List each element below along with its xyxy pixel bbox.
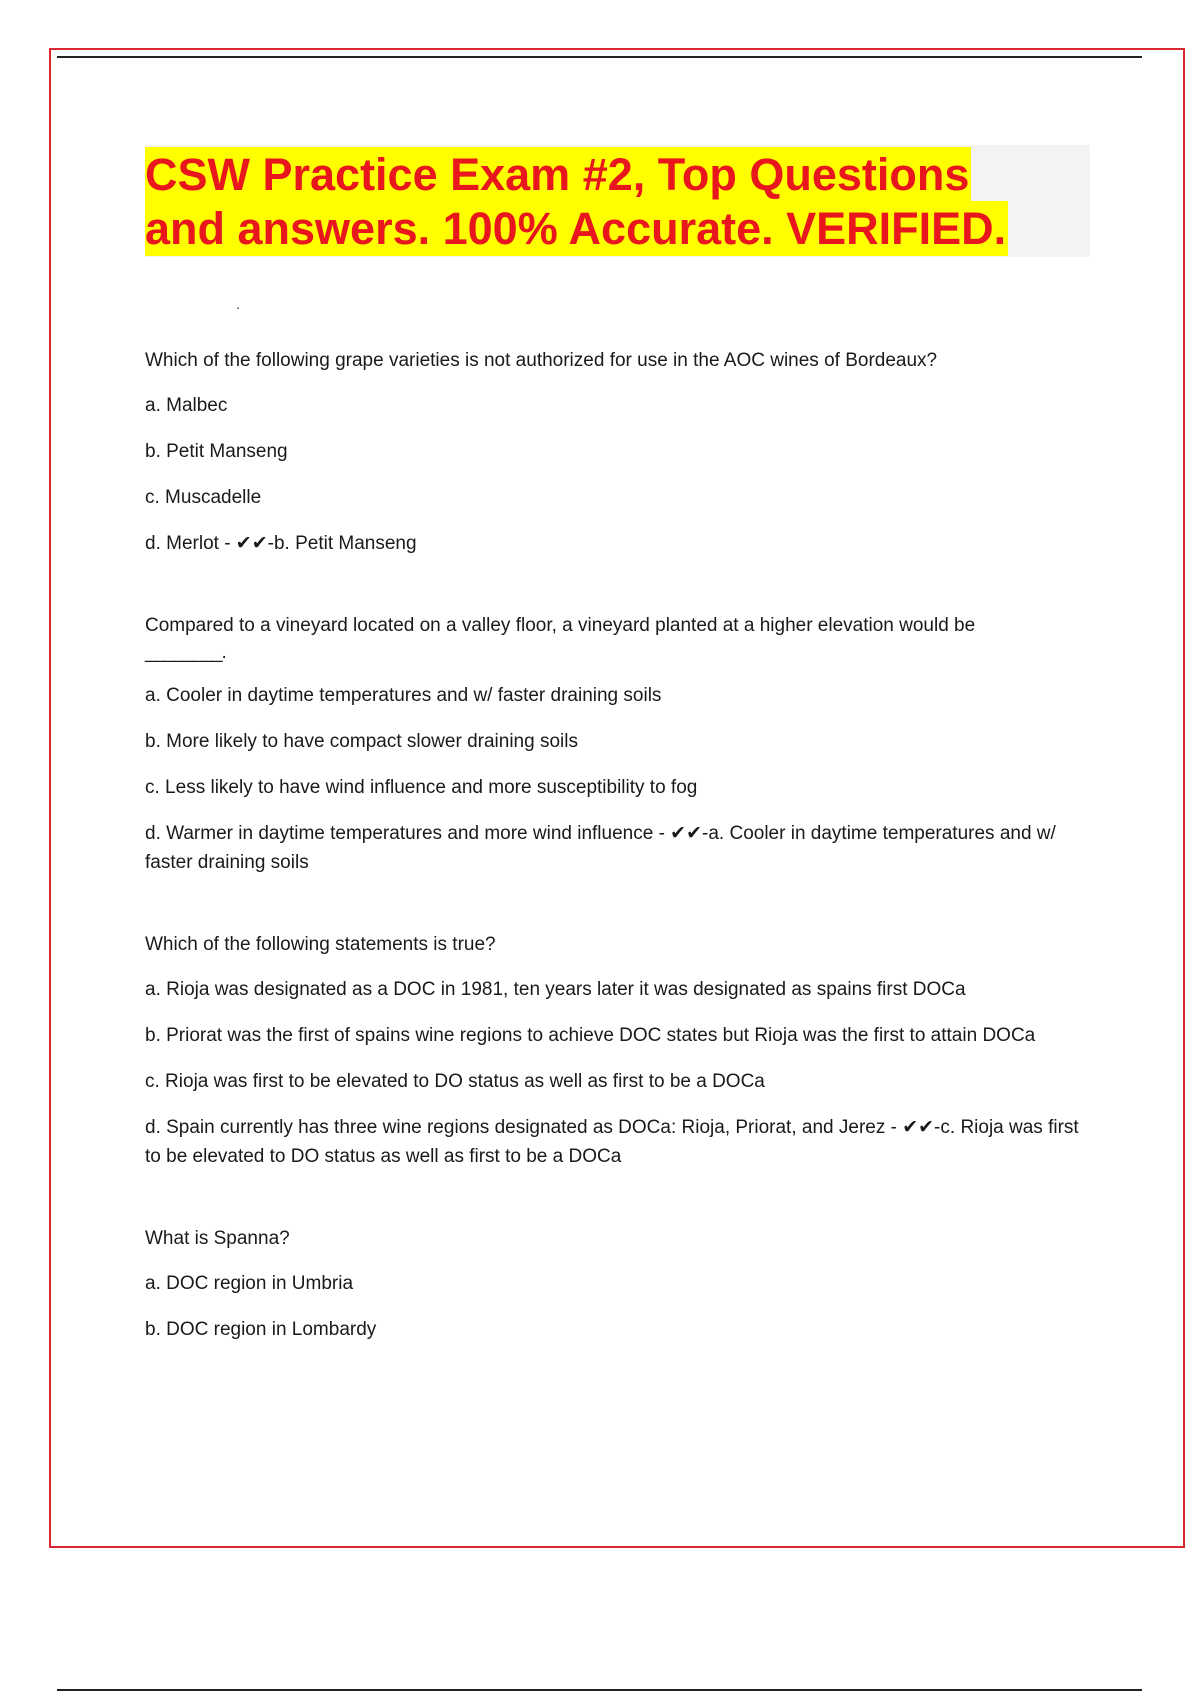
footer-rule — [57, 1689, 1142, 1691]
question-4 — [145, 1224, 1095, 1344]
question-text: Which of the following grape varieties is not authorized for use in the AOC wines of Bordeaux? — [145, 350, 938, 371]
title-line-2: and answers. 100% Accurate. VERIFIED. — [145, 203, 1007, 254]
question-text: Which of the following statements is true? — [145, 934, 496, 955]
answer-option-with-key: d. Warmer in daytime temperatures and more wind influence - ✔✔-a. Cooler in daytime temperatures and w/ faster draining soils — [145, 823, 1056, 873]
header-rule — [57, 56, 1142, 58]
answer-blank: ________. — [145, 642, 226, 663]
answer-option: b. Priorat was the first of spains wine regions to achieve DOC states but Rioja was the first to attain DOCa — [145, 1025, 1036, 1046]
answer-option: a. DOC region in Umbria — [145, 1273, 354, 1294]
answer-option: c. Rioja was first to be elevated to DO status as well as first to be a DOCa — [145, 1071, 765, 1092]
answer-option: c. Less likely to have wind influence and more susceptibility to fog — [145, 777, 698, 798]
stray-dot: . — [236, 296, 240, 312]
question-3 — [145, 930, 1095, 1171]
answer-option-with-key: d. Merlot - ✔✔-b. Petit Manseng — [145, 533, 417, 554]
answer-option: b. More likely to have compact slower draining soils — [145, 731, 578, 752]
question-text: What is Spanna? — [145, 1228, 290, 1249]
question-list — [145, 346, 1095, 1344]
question-2 — [145, 611, 1095, 877]
answer-option: c. Muscadelle — [145, 487, 262, 508]
answer-option: a. Malbec — [145, 395, 228, 416]
document-title — [145, 145, 1090, 257]
answer-option: a. Cooler in daytime temperatures and w/ faster draining soils — [145, 685, 662, 706]
answer-option: b. DOC region in Lombardy — [145, 1319, 377, 1340]
answer-option-with-key: d. Spain currently has three wine regions designated as DOCa: Rioja, Priorat, and Jerez - ✔✔-c. Rioja was first to be elevated to DO status as well as first to be a DOCa — [145, 1117, 1079, 1167]
answer-option: b. Petit Manseng — [145, 441, 288, 462]
answer-option: a. Rioja was designated as a DOC in 1981, ten years later it was designated as spains first DOCa — [145, 979, 966, 1000]
question-1 — [145, 346, 1095, 558]
title-line-1: CSW Practice Exam #2, Top Questions — [145, 149, 970, 200]
question-text: Compared to a vineyard located on a valley floor, a vineyard planted at a higher elevation would be — [145, 615, 976, 636]
